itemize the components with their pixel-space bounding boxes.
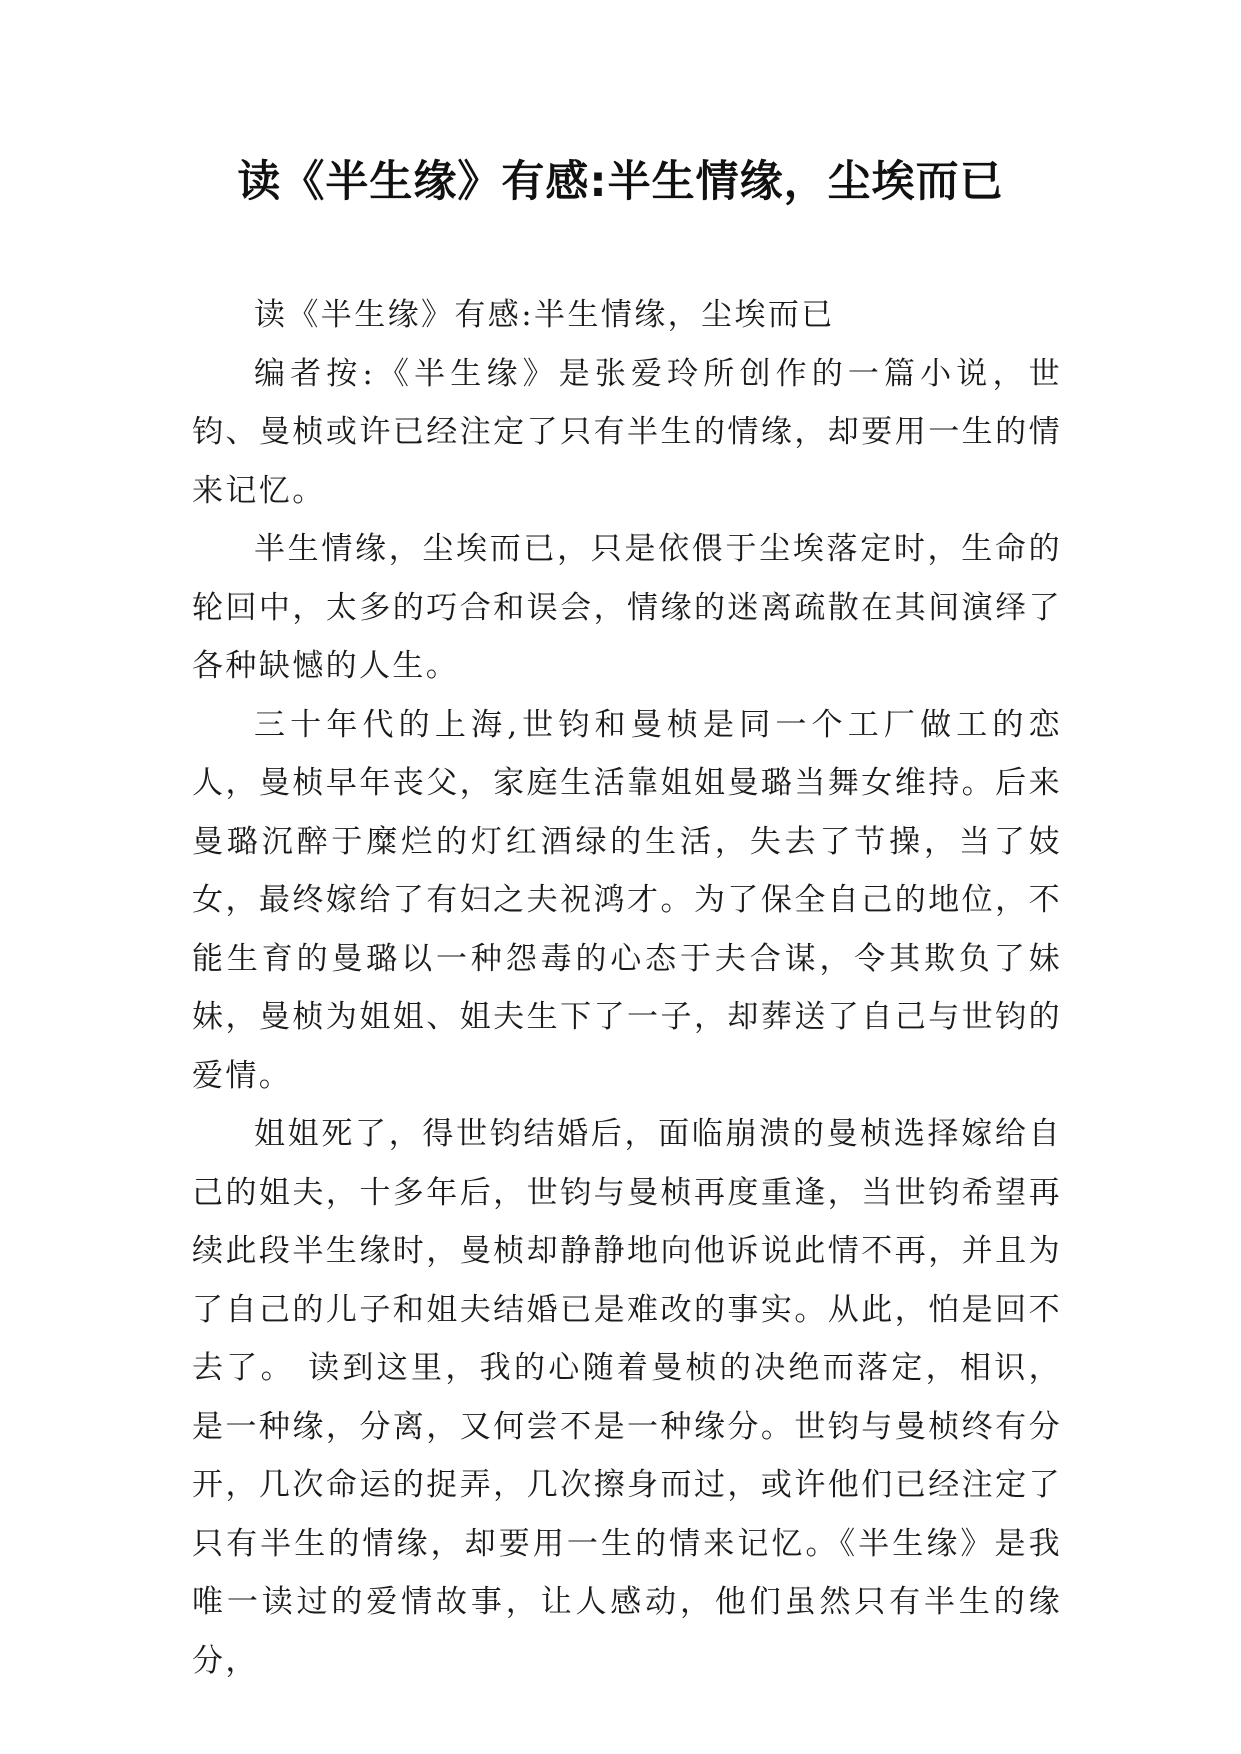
paragraph-story: 三十年代的上海,世钧和曼桢是同一个工厂做工的恋人，曼桢早年丧父，家庭生活靠姐姐曼璐当舞女维持。后来曼璐沉醉于糜烂的灯红酒绿的生活，失去了节操，当了妓女，最终嫁给了有妇之夫祝鸿才。为了保全自己的地位，不能生育的曼璐以一种怨毒的心态于夫合谋，令其欺负了妹妹，曼桢为姐姐、姐夫生下了一子，却葬送了自己与世钧的爱情。 — [192, 706, 1062, 1094]
document-body — [192, 286, 1062, 1690]
paragraph-reflection: 姐姐死了，得世钧结婚后，面临崩溃的曼桢选择嫁给自己的姐夫，十多年后，世钧与曼桢再度重逢，当世钧希望再续此段半生缘时，曼桢却静静地向他诉说此情不再，并且为了自己的儿子和姐夫结婚已是难改的事实。从此，怕是回不去了。 读到这里，我的心随着曼桢的决绝而落定，相识，是一种缘，分离，又何尝不是一种缘分。世钧与曼桢终有分开，几次命运的捉弄，几次擦身而过，或许他们已经注定了只有半生的情缘，却要用一生的情来记忆。《半生缘》是我唯一读过的爱情故事，让人感动，他们虽然只有半生的缘分， — [192, 1116, 1062, 1679]
paragraph-intro: 半生情缘，尘埃而已，只是依偎于尘埃落定时，生命的轮回中，太多的巧合和误会，情缘的迷离疏散在其间演绎了各种缺憾的人生。 — [192, 531, 1062, 684]
paragraph-editor-note: 编者按:《半生缘》是张爱玲所创作的一篇小说，世钧、曼桢或许已经注定了只有半生的情缘，却要用一生的情来记忆。 — [192, 355, 1062, 509]
document-title: 读《半生缘》有感:半生情缘，尘埃而已 — [237, 157, 1004, 207]
paragraph-subtitle: 读《半生缘》有感:半生情缘，尘埃而已 — [254, 297, 835, 333]
